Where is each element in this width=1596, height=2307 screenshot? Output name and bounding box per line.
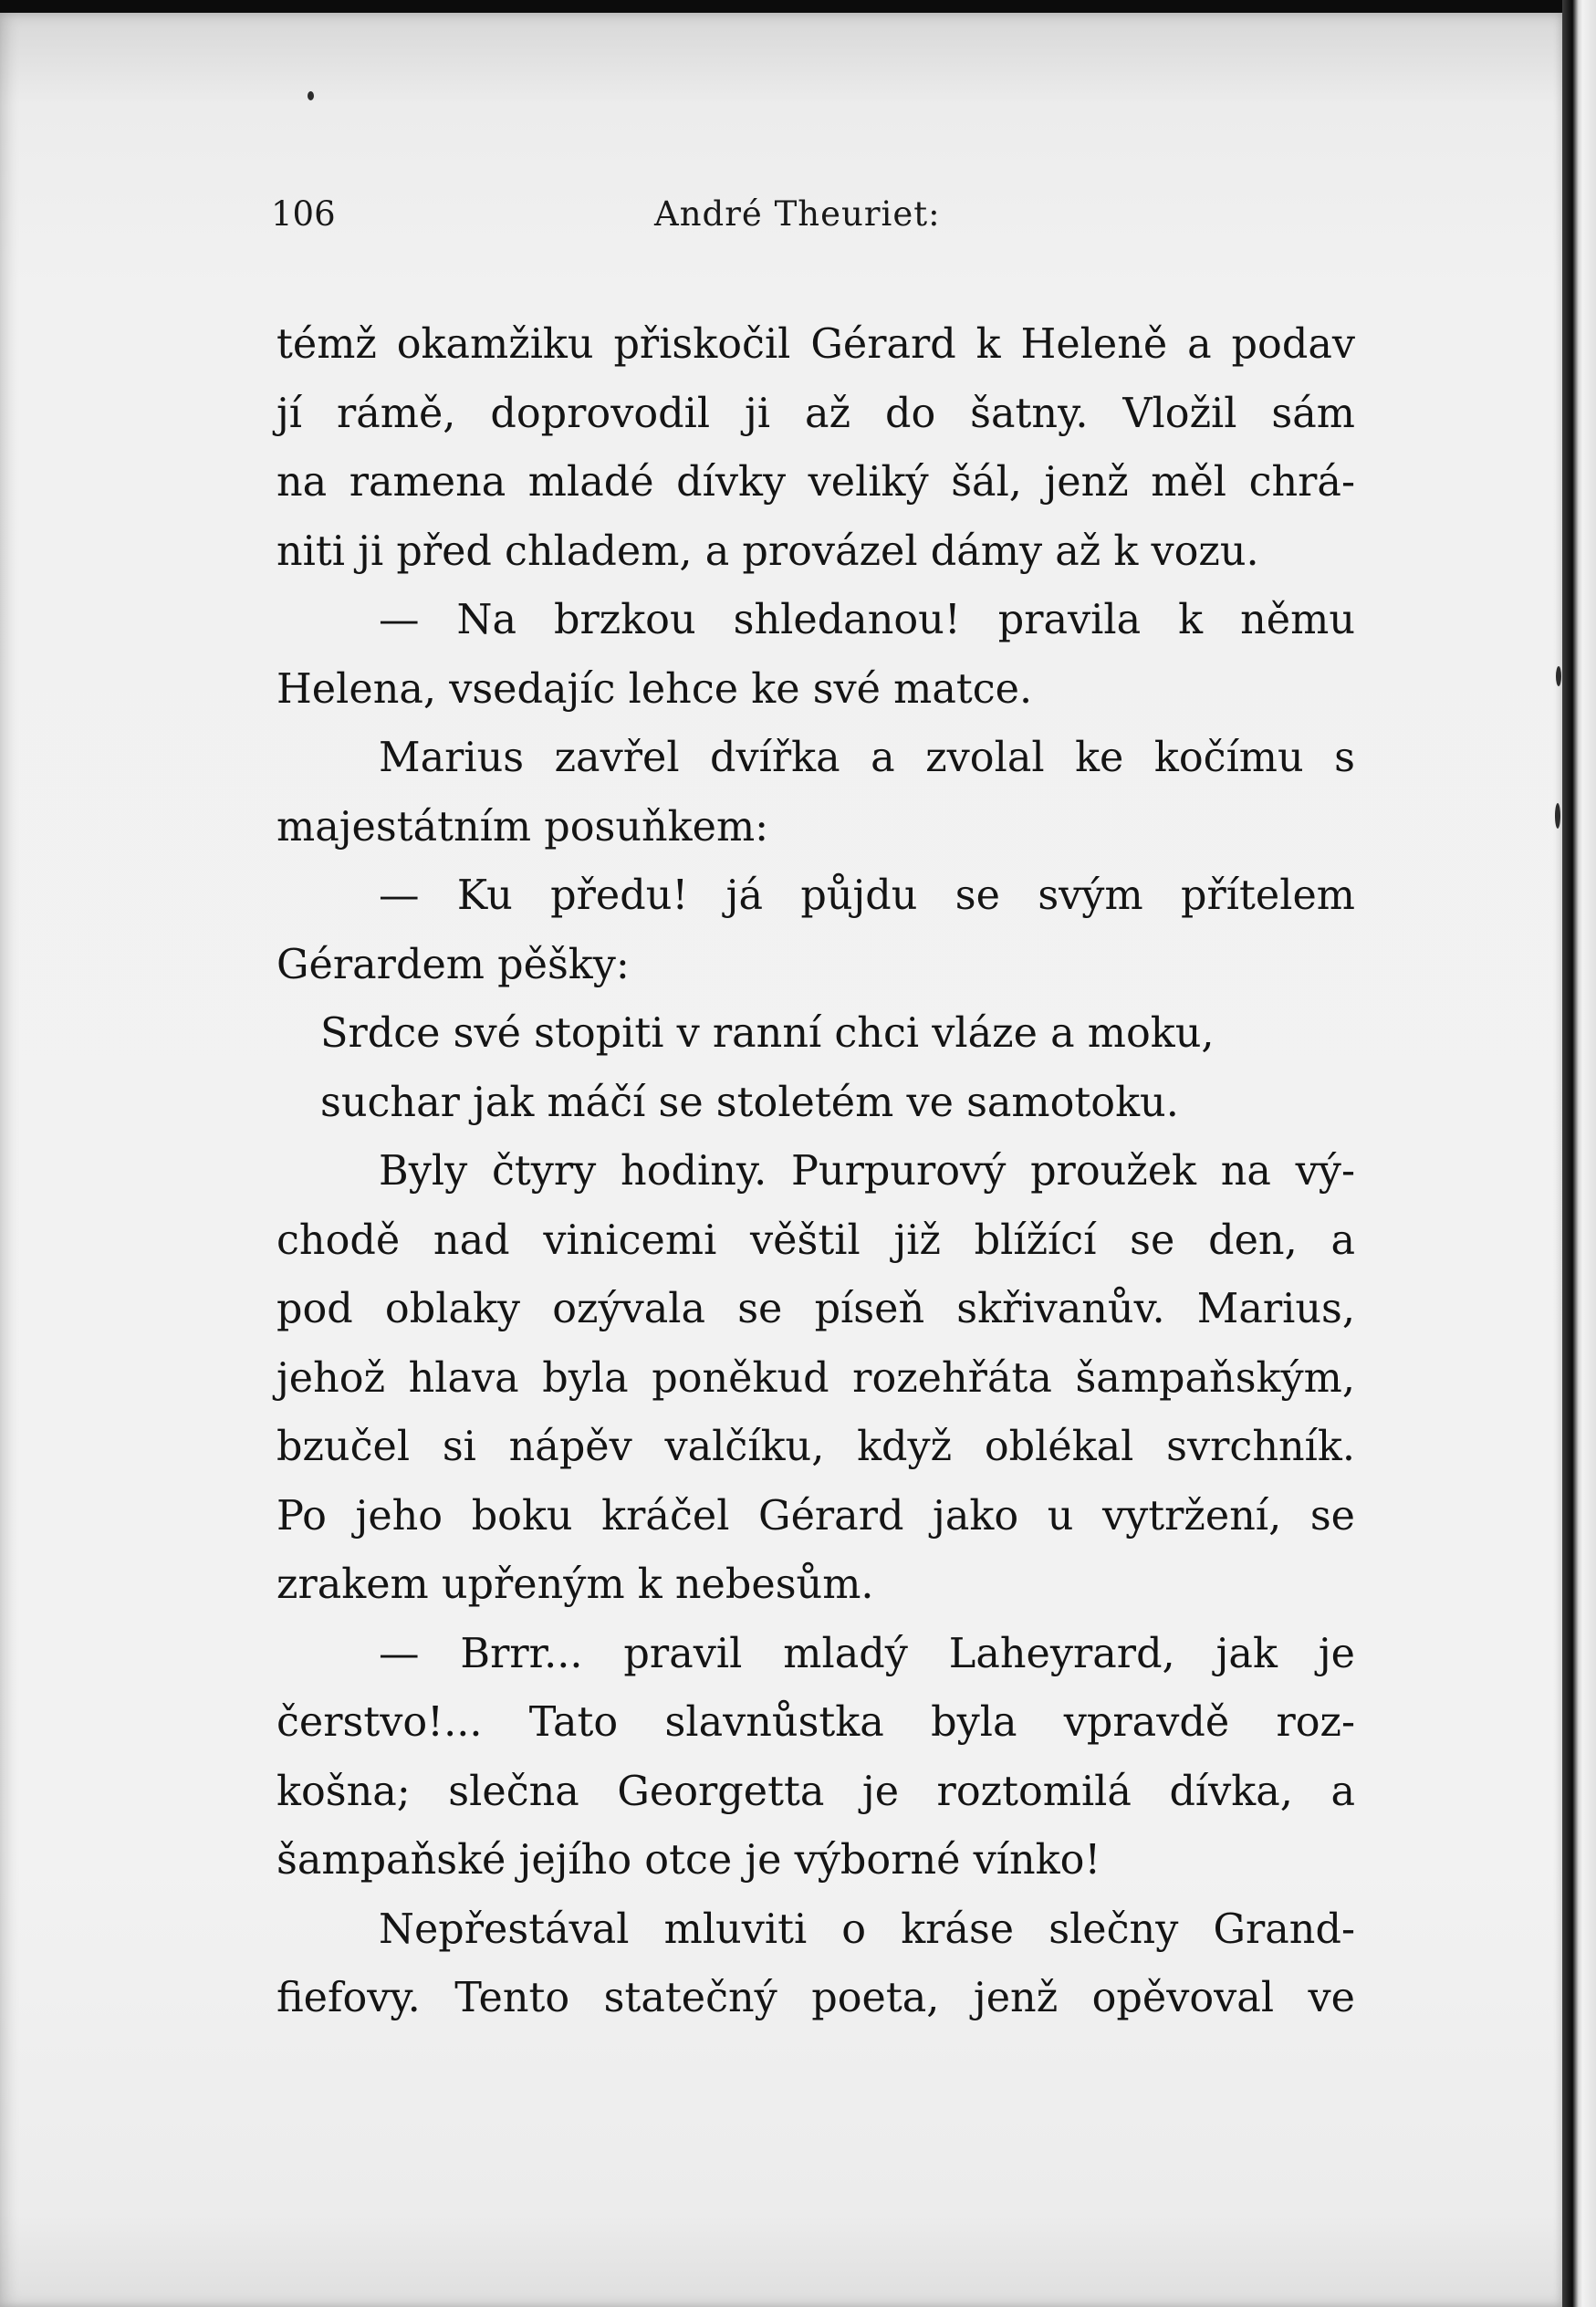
text-line: — Na brzkou shledanou! pravila k němu xyxy=(379,597,1355,643)
text-line: šampaňské jejího otce je výborné vínko! xyxy=(276,1837,1101,1884)
text-line: Po jeho boku kráčel Gérard jako u vytržení, se xyxy=(276,1492,1355,1540)
page-header xyxy=(271,194,1361,249)
text-line: témž okamžiku přiskočil Gérard k Heleně a podav xyxy=(276,321,1355,368)
print-speck xyxy=(308,91,314,100)
text-line: Helena, vsedajíc lehce ke své matce. xyxy=(276,665,1033,713)
text-line: košna; slečna Georgetta je roztomilá dívka, a xyxy=(276,1768,1355,1815)
text-line: čerstvo!... Tato slavnůstka byla vpravdě roz- xyxy=(276,1699,1355,1746)
text-line: chodě nad vinicemi věštil již blížící se den, a xyxy=(276,1216,1355,1264)
text-line: Gérardem pěšky: xyxy=(276,941,630,988)
text-line: na ramena mladé dívky veliký šál, jenž měl chrá- xyxy=(276,459,1355,506)
text-line: fiefovy. Tento statečný poeta, jenž opěvoval ve xyxy=(276,1975,1355,2021)
text-line: jehož hlava byla poněkud rozehřáta šampaňským, xyxy=(276,1354,1355,1402)
print-speck xyxy=(1556,666,1561,686)
text-line: bzučel si nápěv valčíku, když oblékal svrchník. xyxy=(276,1424,1355,1470)
text-line: niti ji před chladem, a provázel dámy až k vozu. xyxy=(276,527,1259,575)
text-line: zrakem upřeným k nebesům. xyxy=(276,1561,874,1608)
text-line: jí rámě, doprovodil ji až do šatny. Vložil sám xyxy=(276,390,1355,437)
text-line: majestátním posuňkem: xyxy=(276,803,769,851)
text-line: — Ku předu! já půjdu se svým přítelem xyxy=(379,872,1355,919)
body-text xyxy=(276,310,1355,2033)
verse-line: suchar jak máčí se stoletém ve samotoku. xyxy=(320,1079,1179,1126)
text-line: Marius zavřel dvířka a zvolal ke kočímu s xyxy=(379,735,1355,781)
print-speck xyxy=(1555,803,1560,829)
text-line: — Brrr... pravil mladý Laheyrard, jak je xyxy=(379,1630,1355,1677)
text-line: Nepřestával mluviti o kráse slečny Grand- xyxy=(379,1905,1355,1953)
page-edge-shadow xyxy=(1562,0,1596,2307)
text-line: Byly čtyry hodiny. Purpurový proužek na vý- xyxy=(379,1148,1355,1195)
running-head: André Theuriet: xyxy=(654,194,941,234)
text-line: pod oblaky ozývala se píseň skřivanův. Marius, xyxy=(276,1286,1355,1332)
page-number: 106 xyxy=(271,194,336,234)
verse-line: Srdce své stopiti v ranní chci vláze a moku, xyxy=(320,1010,1215,1057)
